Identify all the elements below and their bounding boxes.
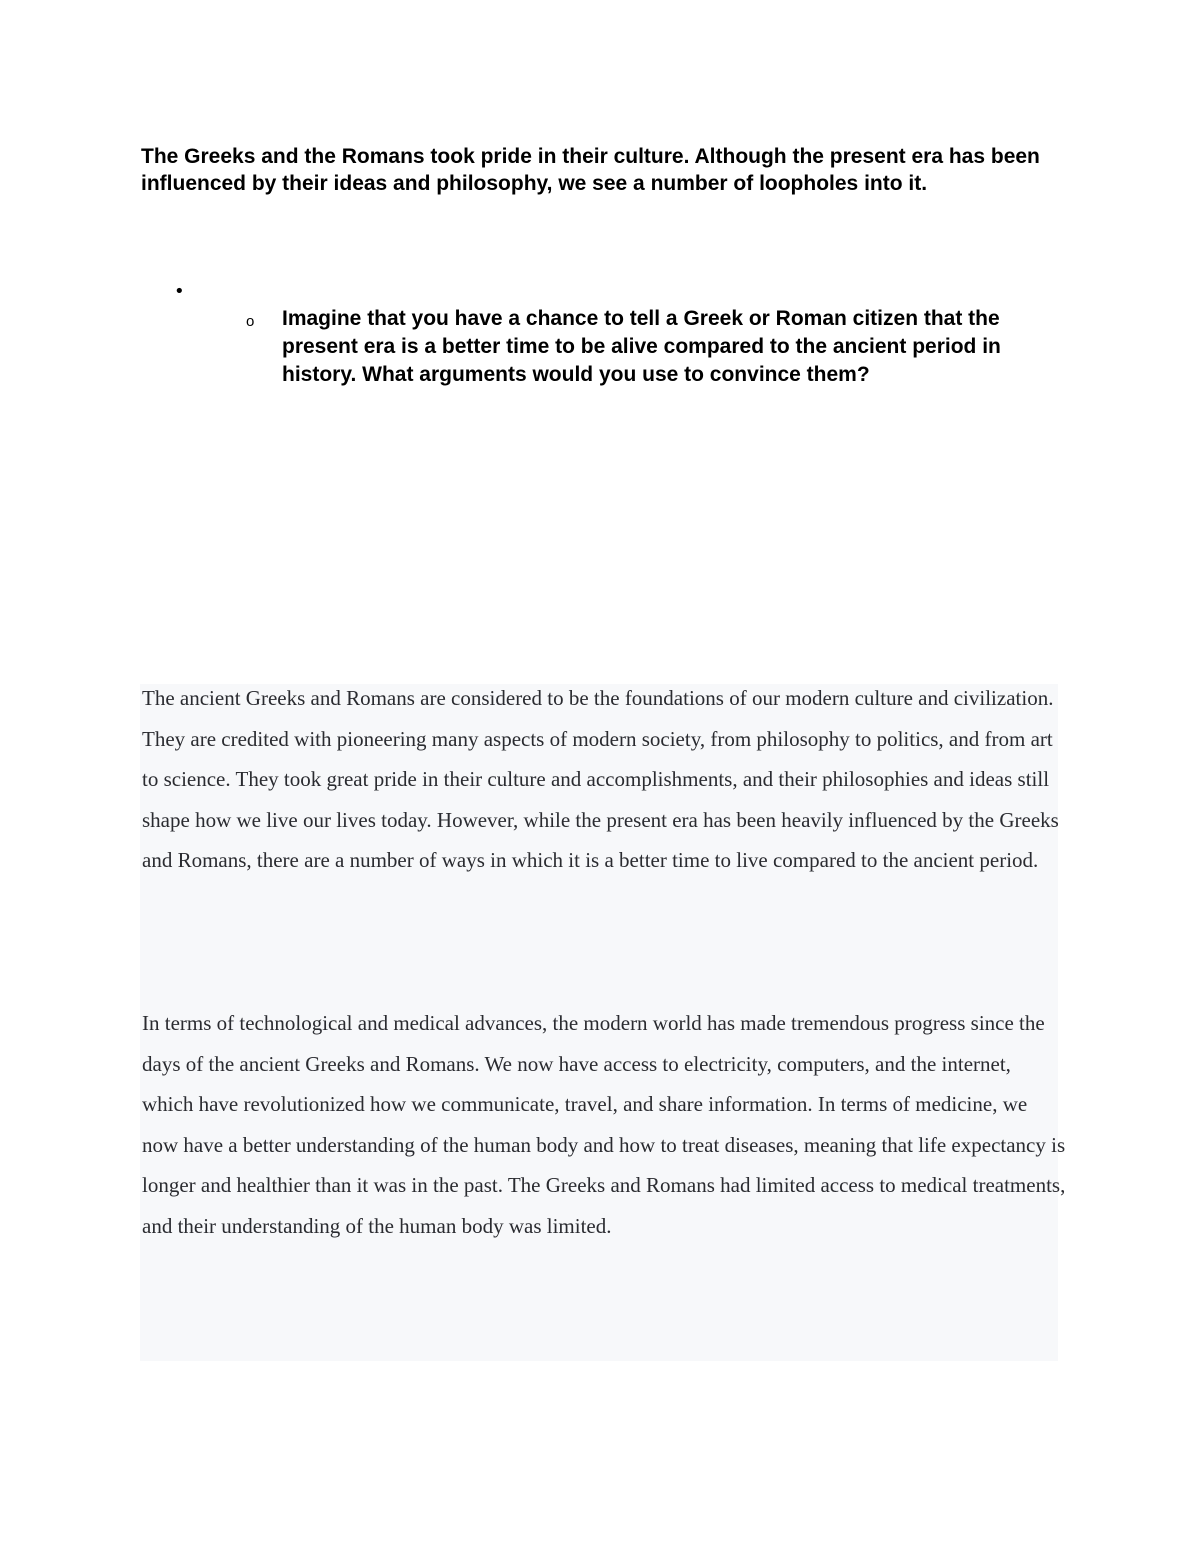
bullet-icon: •: [174, 281, 185, 302]
answer-block: [140, 684, 1066, 1361]
sub-bullet-icon: o: [246, 313, 255, 330]
assignment-prompt: The Greeks and the Romans took pride in their culture. Although the present era has been influenced by their ideas and philosophy, we see a number of loopholes into it.: [141, 145, 1040, 195]
assignment-question: Imagine that you have a chance to tell a Greek or Roman citizen that the present era is a better time to be alive compared to the ancient period in history. What arguments would you use to convince them?: [282, 307, 1001, 386]
answer-paragraph: In terms of technological and medical advances, the modern world has made tremendous progress since the days of the ancient Greeks and Romans. We now have access to electricity, computers, and the internet, which have revolutionized how we communicate, travel, and share information. In terms of medicine, we now have a better understanding of the human body and how to treat diseases, meaning that life expectancy is longer and healthier than it was in the past. The Greeks and Romans had limited access to medical treatments, and their understanding of the human body was limited.: [142, 1011, 1066, 1238]
answer-paragraph: The ancient Greeks and Romans are considered to be the foundations of our modern culture and civilization. They are credited with pioneering many aspects of modern society, from philosophy to politics, and from art to science. They took great pride in their culture and accomplishments, and their philosophies and ideas still shape how we live our lives today. However, while the present era has been heavily influenced by the Greeks and Romans, there are a number of ways in which it is a better time to live compared to the ancient period.: [142, 686, 1059, 873]
